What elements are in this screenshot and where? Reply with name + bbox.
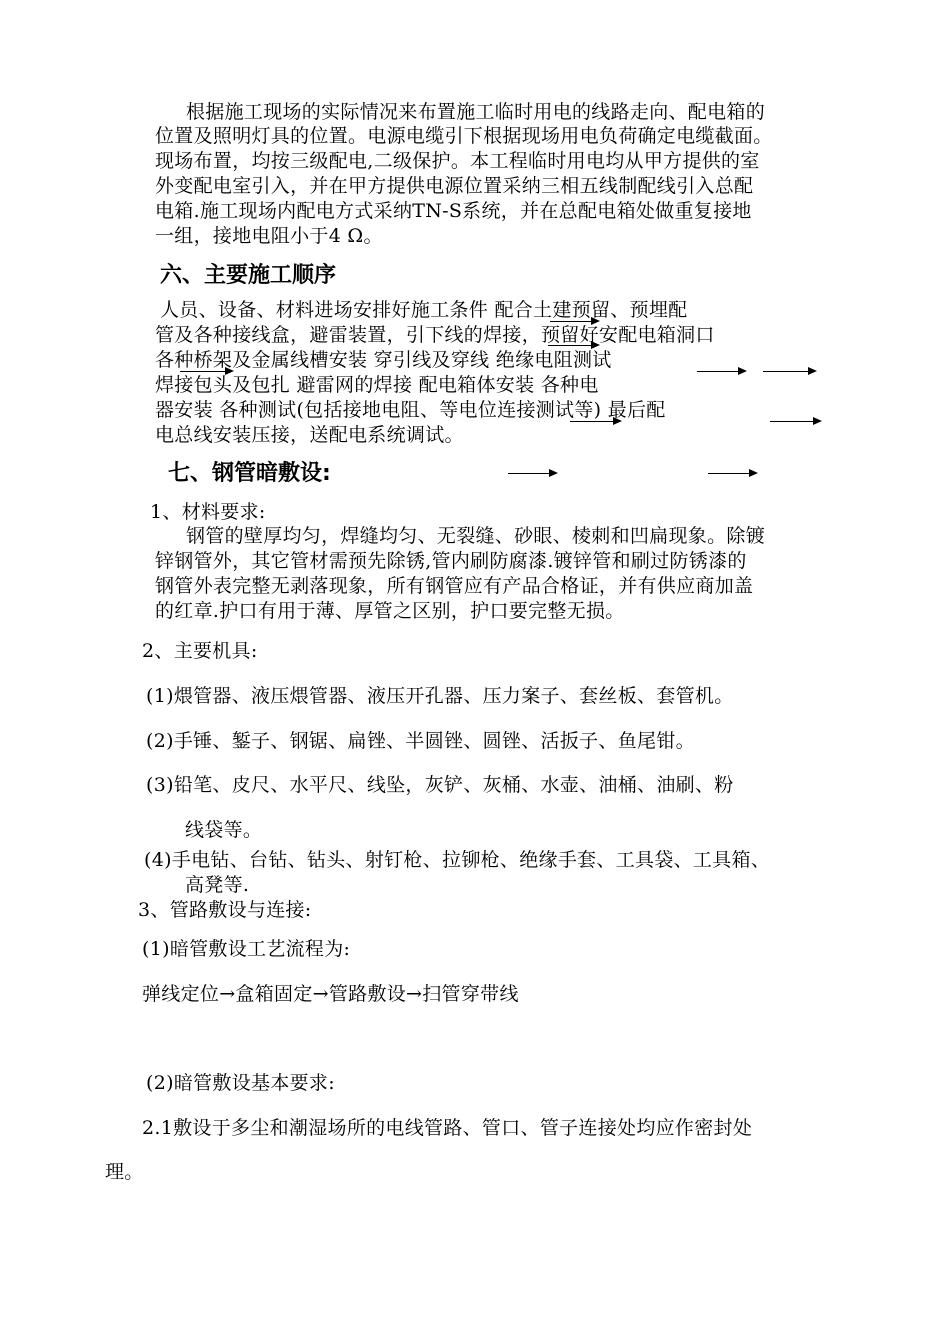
flow-arrow-icon <box>180 371 232 372</box>
flow-arrow-icon <box>570 421 620 422</box>
power-paragraph-line-4: 外变配电室引入，并在甲方提供电源位置采纳三相五线制配线引入总配 <box>155 175 754 197</box>
sequence-line-2: 管及各种接线盒，避雷装置，引下线的焊接，预留好安配电箱洞口 <box>155 324 715 346</box>
requirement-2-1-line-2: 理。 <box>105 1161 144 1183</box>
section-seven-heading: 七、钢管暗敷设: <box>168 461 331 486</box>
flow-arrow-icon <box>550 321 598 322</box>
flow-arrow-icon <box>697 371 745 372</box>
tools-item-1: (1)煨管器、液压煨管器、液压开孔器、压力案子、套丝板、套管机。 <box>146 685 734 707</box>
flow-arrow-icon <box>548 345 598 346</box>
laying-title: 3、管路敷设与连接: <box>138 899 312 921</box>
sequence-line-4: 焊接包头及包扎 避雷网的焊接 配电箱体安装 各种电 <box>155 374 599 396</box>
power-paragraph-line-1: 根据施工现场的实际情况来布置施工临时用电的线路走向、配电箱的 <box>186 101 766 123</box>
materials-title: 1、材料要求: <box>150 501 266 523</box>
power-paragraph-line-6: 一组，接地电阻小于4 Ω。 <box>155 225 383 247</box>
flow-arrow-icon <box>508 473 556 474</box>
process-flow: 弹线定位→盒箱固定→管路敷设→扫管穿带线 <box>142 983 519 1005</box>
power-paragraph-line-5: 电箱.施工现场内配电方式采纳TN-S系统，并在总配电箱处做重复接地 <box>155 200 752 222</box>
sequence-line-6: 电总线安装压接，送配电系统调试。 <box>155 424 464 446</box>
basic-requirements-title: (2)暗管敷设基本要求: <box>146 1072 335 1094</box>
sequence-line-1: 人员、设备、材料进场安排好施工条件 配合土建预留、预埋配 <box>160 299 688 321</box>
flow-arrow-icon <box>708 473 756 474</box>
tools-item-4-continued: 高凳等. <box>185 874 250 896</box>
flow-arrow-icon <box>770 421 820 422</box>
sequence-line-5: 器安装 各种测试(包括接地电阻、等电位连接测试等) 最后配 <box>155 399 666 421</box>
requirement-2-1-line-1: 2.1敷设于多尘和潮湿场所的电线管路、管口、管子连接处均应作密封处 <box>142 1117 753 1139</box>
sequence-line-3: 各种桥架及金属线槽安装 穿引线及穿线 绝缘电阻测试 <box>155 349 612 371</box>
process-title: (1)暗管敷设工艺流程为: <box>142 938 351 960</box>
materials-line-4: 的红章.护口有用于薄、厚管之区别，护口要完整无损。 <box>155 600 625 622</box>
tools-item-3: (3)铅笔、皮尺、水平尺、线坠，灰铲、灰桶、水壶、油桶、油刷、粉 <box>146 774 734 796</box>
tools-item-4: (4)手电钻、台钻、钻头、射钉枪、拉铆枪、绝缘手套、工具袋、工具箱、 <box>144 849 771 871</box>
tools-item-2: (2)手锤、錾子、钢锯、扁锉、半圆锉、圆锉、活扳子、鱼尾钳。 <box>146 730 695 752</box>
section-six-heading: 六、主要施工顺序 <box>160 263 337 288</box>
power-paragraph-line-3: 现场布置，均按三级配电,二级保护。本工程临时用电均从甲方提供的室 <box>155 150 760 172</box>
flow-arrow-icon <box>763 371 815 372</box>
materials-line-3: 钢管外表完整无剥落现象，所有钢管应有产品合格证，并有供应商加盖 <box>155 575 754 597</box>
power-paragraph-line-2: 位置及照明灯具的位置。电源电缆引下根据现场用电负荷确定电缆截面。 <box>155 125 773 147</box>
tools-title: 2、主要机具: <box>142 640 258 662</box>
materials-line-1: 钢管的壁厚均匀，焊缝均匀、无裂缝、砂眼、棱刺和凹扁现象。除镀 <box>186 525 766 547</box>
tools-item-3-continued: 线袋等。 <box>185 819 263 841</box>
materials-line-2: 锌钢管外，其它管材需预先除锈,管内刷防腐漆.镀锌管和刷过防锈漆的 <box>155 550 747 572</box>
